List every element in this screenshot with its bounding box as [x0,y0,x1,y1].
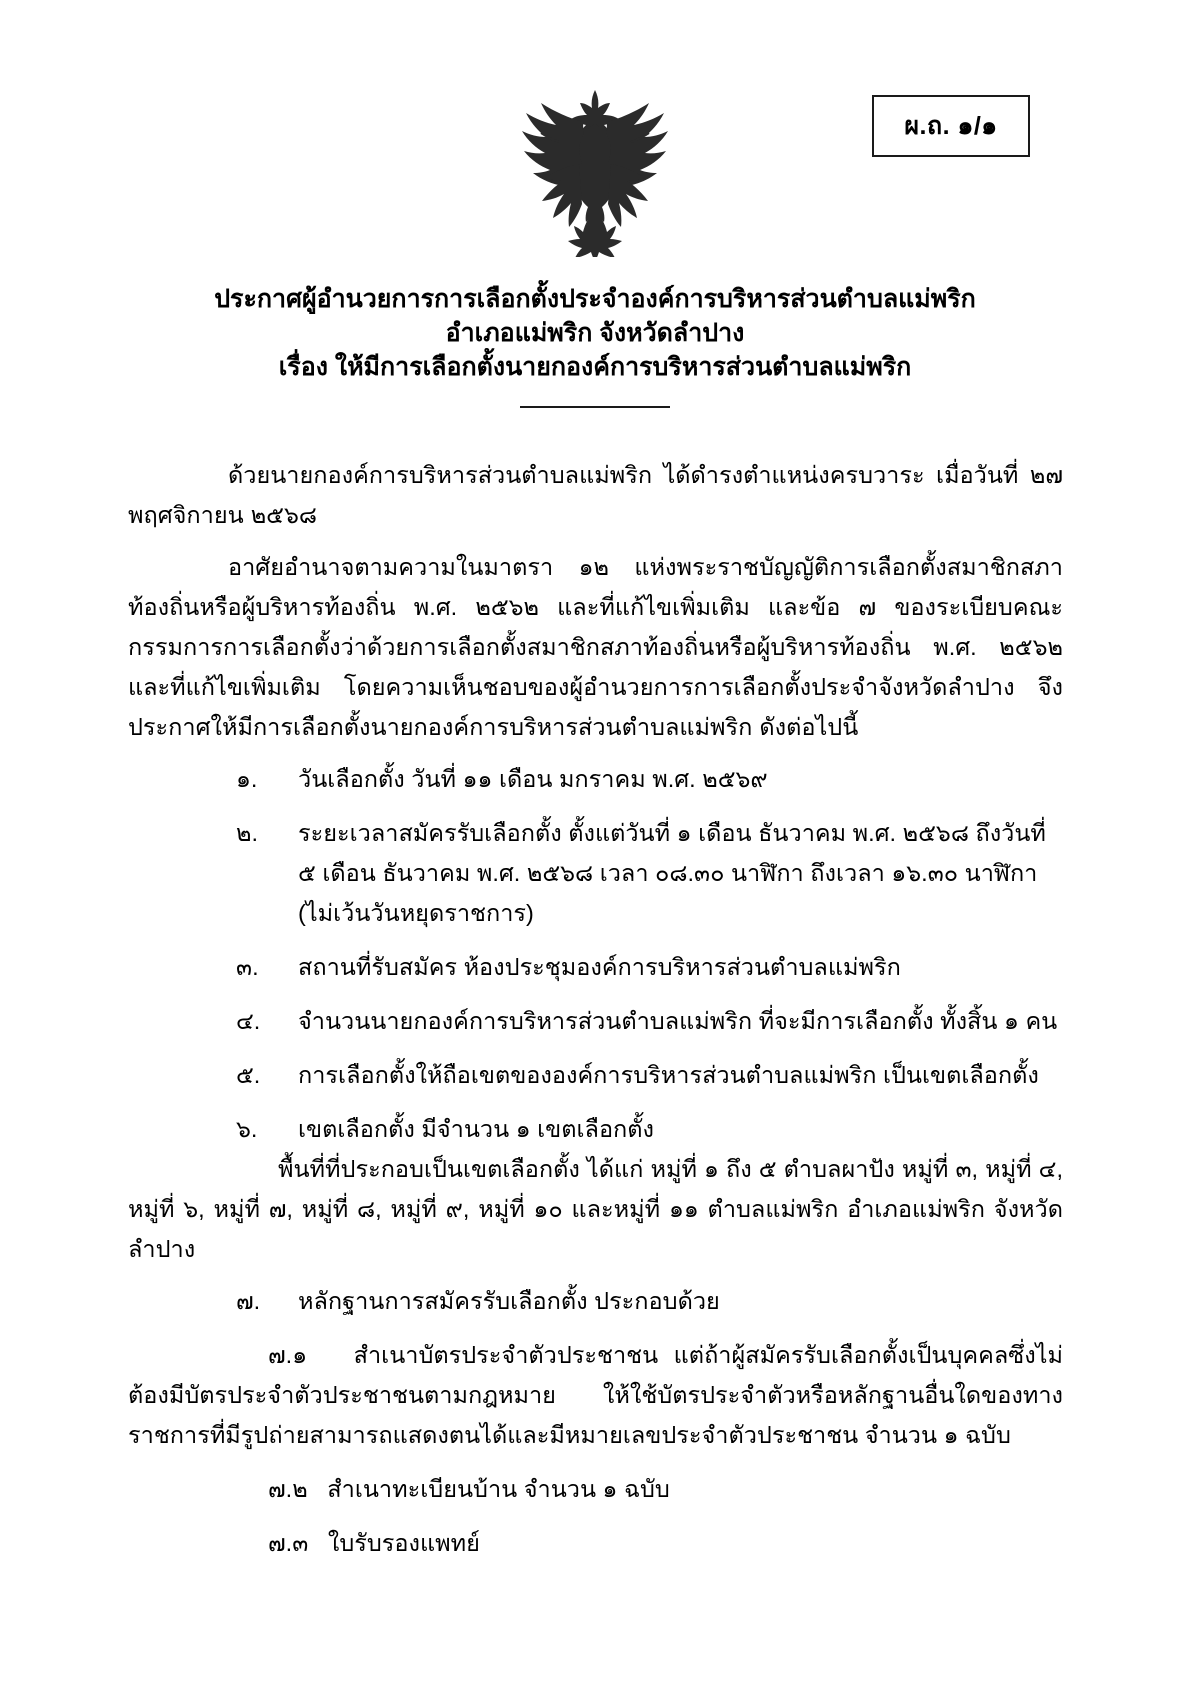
list-item-marker: ๔. [236,1008,261,1034]
list-item-marker: ๖. [236,1116,258,1142]
document-body [128,455,1063,1577]
list-item [128,759,1063,799]
list-item-marker: ๗. [236,1288,261,1314]
list-item-text: วันเลือกตั้ง วันที่ ๑๑ เดือน มกราคม พ.ศ. ๒๕๖๙ [298,766,768,792]
sub-list-item-text: สำเนาบัตรประจำตัวประชาชน แต่ถ้าผู้สมัครรับเลือกตั้งเป็นบุคคลซึ่งไม่ต้องมีบัตรประจำตัวประชาชนตามกฎหมาย ให้ใช้บัตรประจำตัวหรือหลักฐานอื่นใดของทางราชการที่มีรูปถ่ายสามารถแสดงตนได้และมีหมายเลขประจำตัวประชาชน จำนวน ๑ ฉบับ [128,1342,1063,1448]
sub-list-item-text: สำเนาทะเบียนบ้าน จำนวน ๑ ฉบับ [327,1476,670,1502]
title-block [0,282,1190,408]
list-item [128,1281,1063,1321]
list-item-marker: ๒. [236,820,259,846]
sub-list-item-marker: ๗.๑ [268,1342,308,1368]
sub-list-item-7-2 [128,1469,1063,1509]
sub-list-item-7-1 [128,1335,1063,1455]
list-item [128,813,1063,933]
list-item-marker: ๓. [236,954,259,980]
list-item [128,947,1063,987]
list-item-text: ระยะเวลาสมัครรับเลือกตั้ง ตั้งแต่วันที่ ๑ เดือน ธันวาคม พ.ศ. ๒๕๖๘ ถึงวันที่ ๕ เดือน ธันวาคม พ.ศ. ๒๕๖๘ เวลา ๐๘.๓๐ นาฬิกา ถึงเวลา ๑๖.๓๐ นาฬิกา (ไม่เว้นวันหยุดราชการ) [298,820,1046,926]
garuda-emblem [505,82,685,257]
list-item-text: สถานที่รับสมัคร ห้องประชุมองค์การบริหารส่วนตำบลแม่พริก [298,954,901,980]
list-item [128,1109,1063,1149]
paragraph-authority: อาศัยอำนาจตามความในมาตรา ๑๒ แห่งพระราชบัญญัติการเลือกตั้งสมาชิกสภาท้องถิ่นหรือผู้บริหารท้องถิ่น พ.ศ. ๒๕๖๒ และที่แก้ไขเพิ่มเติม และข้อ ๗ ของระเบียบคณะกรรมการการเลือกตั้งว่าด้วยการเลือกตั้งสมาชิกสภาท้องถิ่นหรือผู้บริหารท้องถิ่น พ.ศ. ๒๕๖๒ และที่แก้ไขเพิ่มเติม โดยความเห็นชอบของผู้อำนวยการการเลือกตั้งประจำจังหวัดลำปาง จึงประกาศให้มีการเลือกตั้งนายกองค์การบริหารส่วนตำบลแม่พริก ดังต่อไปนี้ [128,554,1063,740]
electoral-area-detail: พื้นที่ที่ประกอบเป็นเขตเลือกตั้ง ได้แก่ หมู่ที่ ๑ ถึง ๕ ตำบลผาปัง หมู่ที่ ๓, หมู่ที่ ๔, หมู่ที่ ๖, หมู่ที่ ๗, หมู่ที่ ๘, หมู่ที่ ๙, หมู่ที่ ๑๐ และหมู่ที่ ๑๑ ตำบลแม่พริก อำเภอแม่พริก จังหวัดลำปาง [128,1156,1063,1262]
list-item [128,1055,1063,1095]
title-line-3: เรื่อง ให้มีการเลือกตั้งนายกองค์การบริหารส่วนตำบลแม่พริก [278,353,912,381]
list-item-text: เขตเลือกตั้ง มีจำนวน ๑ เขตเลือกตั้ง [298,1116,655,1142]
form-code-text: ผ.ถ. ๑/๑ [904,111,998,140]
list-item-marker: ๕. [236,1062,261,1088]
title-line-1: ประกาศผู้อำนวยการการเลือกตั้งประจำองค์การบริหารส่วนตำบลแม่พริก [214,285,976,313]
sub-list-item-7-3 [128,1523,1063,1563]
list-item [128,1001,1063,1041]
title-line-2: อำเภอแม่พริก จังหวัดลำปาง [445,319,745,347]
sub-list-item-marker: ๗.๒ [268,1476,308,1502]
paragraph-preamble: ด้วยนายกองค์การบริหารส่วนตำบลแม่พริก ได้ดำรงตำแหน่งครบวาระ เมื่อวันที่ ๒๗ พฤศจิกายน ๒๕๖๘ [128,462,1063,528]
list-item-text: จำนวนนายกองค์การบริหารส่วนตำบลแม่พริก ที่จะมีการเลือกตั้ง ทั้งสิ้น ๑ คน [298,1008,1058,1034]
sub-list-item-text: ใบรับรองแพทย์ [327,1530,480,1556]
title-divider [520,406,670,408]
form-code-box [872,95,1030,157]
list-item-marker: ๑. [236,766,258,792]
list-item-text: การเลือกตั้งให้ถือเขตขององค์การบริหารส่วนตำบลแม่พริก เป็นเขตเลือกตั้ง [298,1062,1039,1088]
sub-list-item-marker: ๗.๓ [268,1530,309,1556]
list-item-text: หลักฐานการสมัครรับเลือกตั้ง ประกอบด้วย [298,1288,720,1314]
